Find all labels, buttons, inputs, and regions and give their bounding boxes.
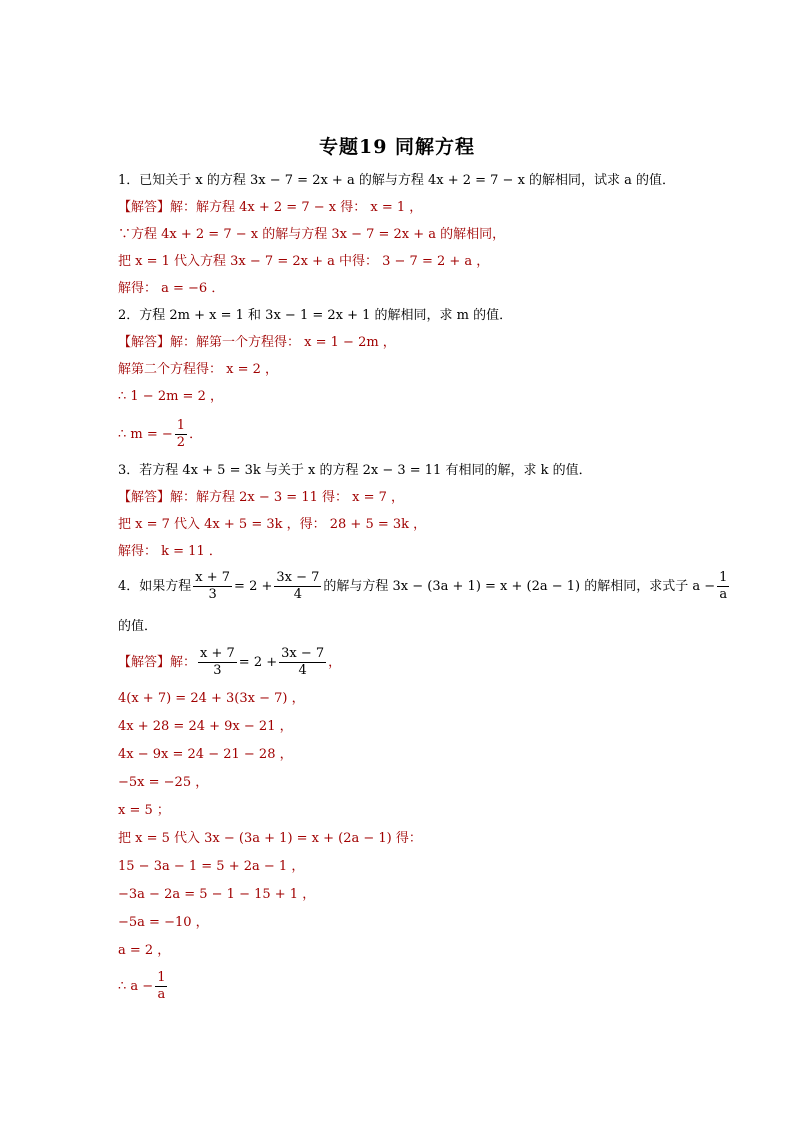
fraction-denominator: a [157,987,166,1002]
fraction [279,646,326,679]
answer-3-line-1 [118,489,404,507]
fraction-denominator: 4 [293,587,303,602]
answer-3-text-1: 解：解方程 2x − 3 = 11 得： x = 7 ， [170,490,405,505]
equals-two-plus: = 2 + [238,655,278,670]
fraction [198,646,237,679]
answer-2-line-2: 解第二个方程得： x = 2 ， [118,362,279,377]
answer-2-line-1 [118,334,396,352]
fraction-numerator: x + 7 [195,570,231,585]
answer-3-line-3: 解得： k = 11 ． [118,544,222,559]
answer-1-line-2: ∵方程 4x + 2 = 7 − x 的解与方程 3x − 7 = 2x + a 的解相同， [118,227,506,242]
fraction-denominator: a [719,587,728,602]
fraction-denominator: 3 [213,663,222,678]
answer-4-text-11-pre: ∴ a − [118,979,154,994]
answer-4-line-3: 4x − 9x = 24 − 21 − 28 ， [118,747,293,762]
fraction [274,570,321,603]
answer-tag: 【解答】 [118,200,171,215]
fraction [175,418,187,451]
answer-3-line-2: 把 x = 7 代入 4x + 5 = 3k ，得： 28 + 5 = 3k ， [118,517,427,532]
answer-tag: 【解答】 [118,490,171,505]
fraction [717,570,729,603]
question-1: 1．已知关于 x 的方程 3x − 7 = 2x + a 的解与方程 4x + 2 = 7 − x 的解相同，试求 a 的值． [118,173,676,188]
answer-4-line-7: 15 − 3a − 1 = 5 + 2a − 1 ， [118,859,305,874]
question-2: 2．方程 2m + x = 1 和 3x − 1 = 2x + 1 的解相同，求 m 的值． [118,308,513,323]
answer-4-line-1: 4(x + 7) = 24 + 3(3x − 7) ， [118,691,305,706]
fraction-denominator: 4 [298,663,307,678]
fraction-numerator: 3x − 7 [276,570,320,585]
answer-4-text-0-pre: 解： [170,655,197,670]
fraction-numerator: x + 7 [200,646,235,661]
answer-4-line-6: 把 x = 5 代入 3x − (3a + 1) = x + (2a − 1) 得： [118,831,422,846]
fraction [155,970,167,1003]
question-3: 3．若方程 4x + 5 = 3k 与关于 x 的方程 2x − 3 = 11 有相同的解，求 k 的值． [118,463,592,478]
answer-2-line-3: ∴ 1 − 2m = 2 ， [118,389,223,404]
fraction-denominator: 3 [208,587,217,602]
fraction [193,570,232,603]
answer-1-line-4: 解得： a = −6 ． [118,281,225,296]
question-4-mid-1: = 2 + [234,579,273,594]
answer-1-line-3: 把 x = 1 代入方程 3x − 7 = 2x + a 中得： 3 − 7 = 2 + a ， [118,254,490,269]
answer-4-line-8: −3a − 2a = 5 − 1 − 15 + 1 ， [118,887,316,902]
answer-2-line-4 [118,418,202,451]
question-4 [118,570,731,603]
fraction-numerator: 3x − 7 [281,646,325,661]
question-4-pre: 4．如果方程 [118,579,192,594]
answer-4-line-4: −5x = −25 ， [118,775,209,790]
answer-4-line-2: 4x + 28 = 24 + 9x − 21 ， [118,719,293,734]
answer-1-text-1: 解：解方程 4x + 2 = 7 − x 得： x = 1 ， [170,200,423,215]
answer-2-text-4-post: ． [189,427,203,442]
answer-4-text-0-post: ， [328,655,342,670]
fraction-numerator: 1 [176,418,186,433]
answer-2-text-4-pre: ∴ m = − [118,427,173,442]
page-title: 专题19 同解方程 [318,136,476,158]
answer-4-line-9: −5a = −10 ， [118,915,209,930]
fraction-denominator: 2 [176,435,186,450]
answer-4-line-10: a = 2 ， [118,943,171,958]
answer-1-line-1 [118,199,422,217]
answer-4-line-0 [118,646,341,679]
fraction-numerator: 1 [719,570,728,585]
answer-tag: 【解答】 [118,655,171,670]
question-4-mid-2: 的解与方程 3x − (3a + 1) = x + (2a − 1) 的解相同，求式子 a − [323,579,716,594]
answer-4-line-5: x = 5 ； [118,803,170,818]
answer-2-text-1: 解：解第一个方程得： x = 1 − 2m ， [170,335,396,350]
answer-tag: 【解答】 [118,335,171,350]
answer-4-line-11 [118,970,169,1003]
fraction-numerator: 1 [157,970,166,985]
question-4-continued: 的值． [118,619,158,634]
